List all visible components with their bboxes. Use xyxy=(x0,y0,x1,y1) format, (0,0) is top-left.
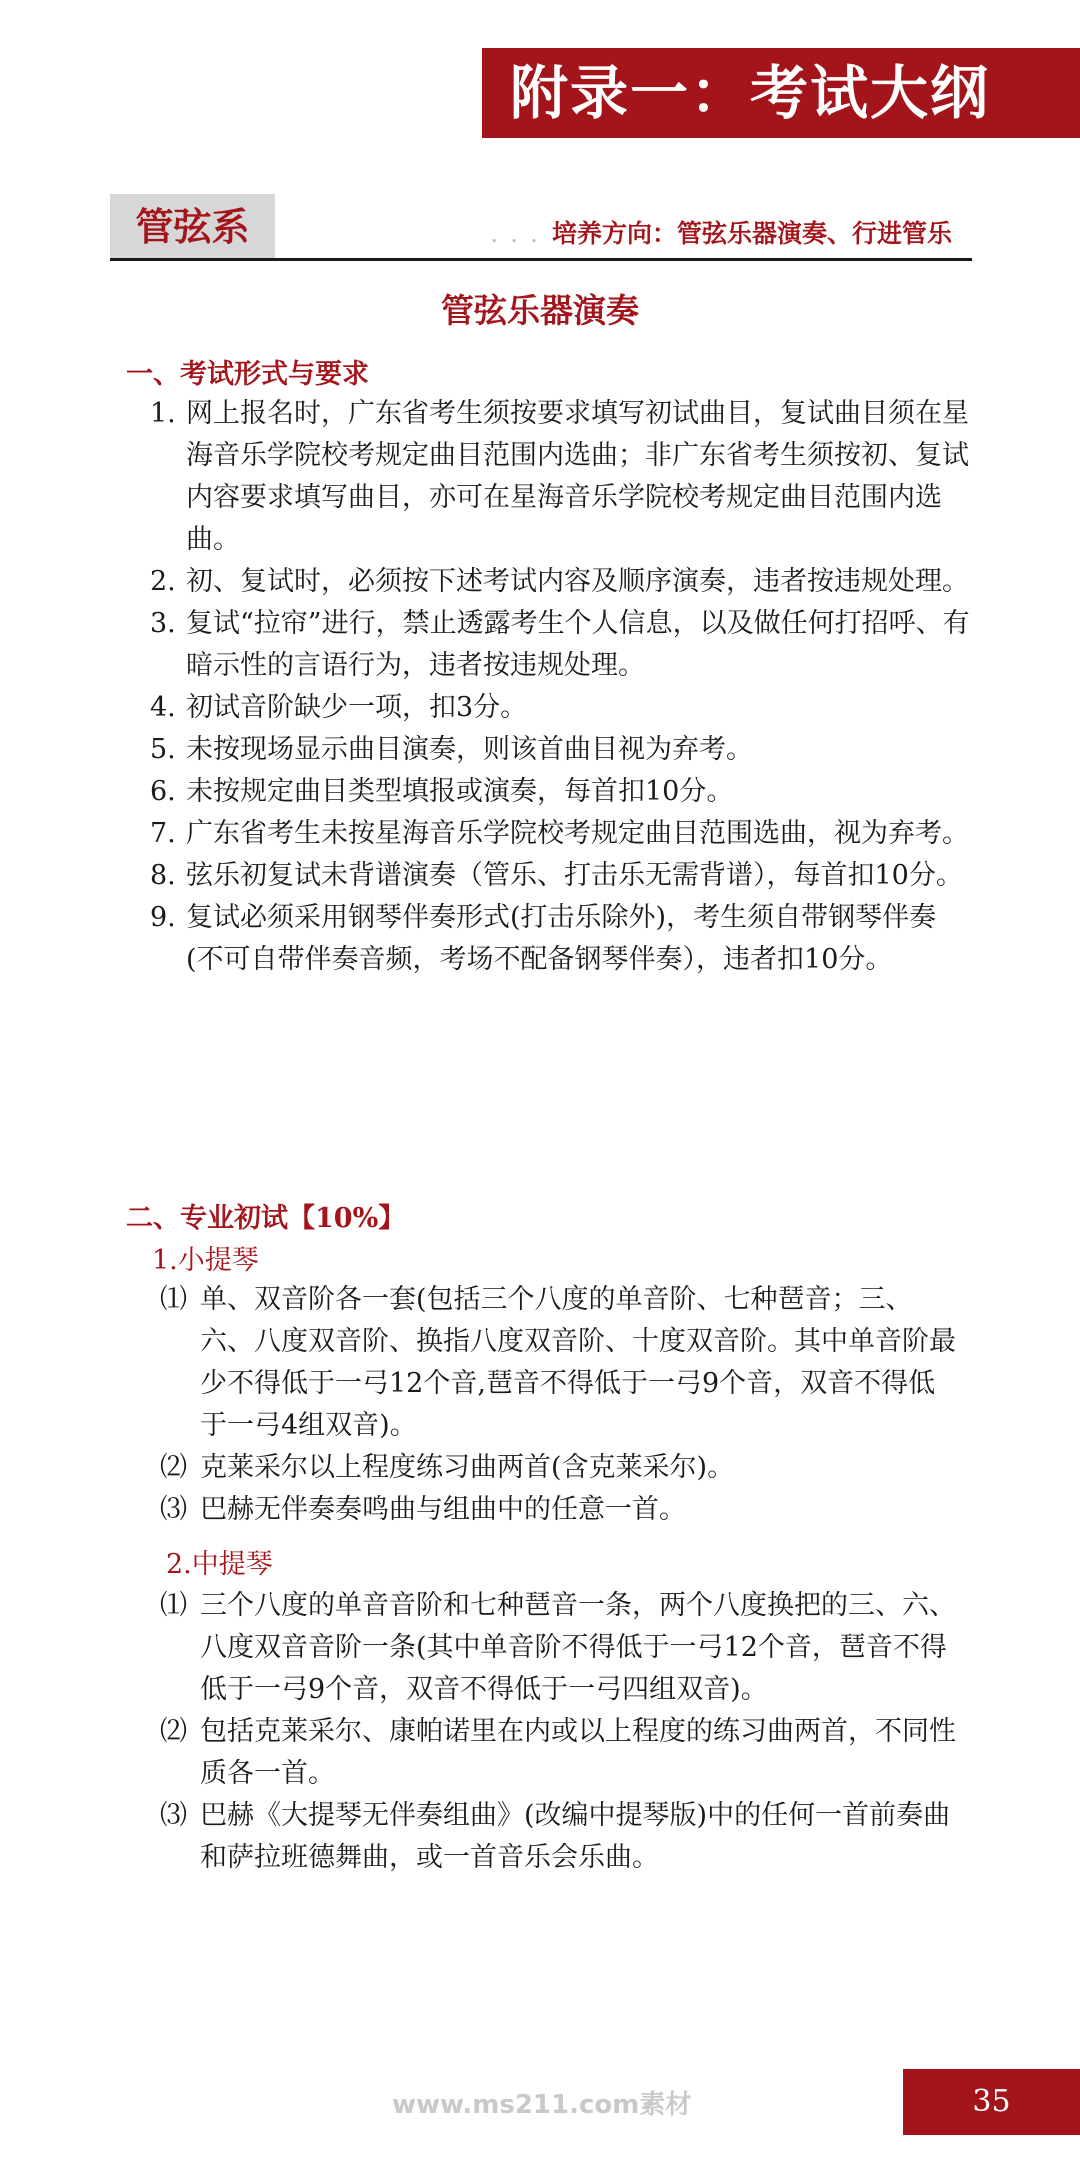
viola-heading: 2.中提琴 xyxy=(166,1549,273,1580)
list-item: 2. 初、复试时，必须按下述考试内容及顺序演奏，违者按违规处理。 xyxy=(150,566,969,597)
list-item: 6. 未按规定曲目类型填报或演奏，每首扣10分。 xyxy=(150,776,734,807)
training-direction xyxy=(490,214,952,250)
page-number: 35 xyxy=(903,2069,1080,2135)
list-item: ⑵ 克莱采尔以上程度练习曲两首(含克莱采尔)。 xyxy=(160,1452,735,1483)
list-item: 8. 弦乐初复试未背谱演奏（管乐、打击乐无需背谱），每首扣10分。 xyxy=(150,860,963,891)
list-item: ⑴ 单、双音阶各一套(包括三个八度的单音阶、七种琶音；三、六、八度双音阶、换指八度双音阶、十度双音阶。其中单音阶最少不得低于一弓12个音,琶音不得低于一弓9个音，双音不得低于一弓4组双音)。 xyxy=(160,1284,956,1441)
section-heading-preliminary: 二、专业初试【10%】 xyxy=(126,1203,406,1234)
watermark-text: www.ms211.com素材 xyxy=(392,2090,692,2120)
training-direction-text: 培养方向：管弦乐器演奏、行进管乐 xyxy=(551,219,952,248)
list-item: 3. 复试“拉帘”进行，禁止透露考生个人信息，以及做任何打招呼、有暗示性的言语行为，违者按违规处理。 xyxy=(150,608,970,681)
violin-heading: 1.小提琴 xyxy=(152,1245,259,1276)
list-item: ⑴ 三个八度的单音音阶和七种琶音一条，两个八度换把的三、六、八度双音音阶一条(其中单音阶不得低于一弓12个音，琶音不得低于一弓9个音，双音不得低于一弓四组双音)。 xyxy=(160,1590,956,1705)
viola-requirements-list xyxy=(160,1585,960,1879)
section-heading-exam-format: 一、考试形式与要求 xyxy=(126,359,369,390)
appendix-banner: 附录一：考试大纲 xyxy=(482,48,1080,138)
list-item: ⑵ 包括克莱采尔、康帕诺里在内或以上程度的练习曲两首，不同性质各一首。 xyxy=(160,1716,956,1789)
list-item: ⑶ 巴赫无伴奏奏鸣曲与组曲中的任意一首。 xyxy=(160,1494,686,1525)
violin-requirements-list xyxy=(160,1279,960,1531)
list-item: 9. 复试必须采用钢琴伴奏形式(打击乐除外)，考生须自带钢琴伴奏(不可自带伴奏音频，考场不配备钢琴伴奏），违者扣10分。 xyxy=(150,902,937,975)
list-item: 7. 广东省考生未按星海音乐学院校考规定曲目范围选曲，视为弃考。 xyxy=(150,818,969,849)
list-item: 1. 网上报名时，广东省考生须按要求填写初试曲目，复试曲目须在星海音乐学院校考规定曲目范围内选曲；非广东省考生须按初、复试内容要求填写曲目，亦可在星海音乐学院校考规定曲目范围内选曲。 xyxy=(150,398,969,555)
page-subtitle: 管弦乐器演奏 xyxy=(441,291,639,330)
leader-dots: . . . xyxy=(490,219,540,248)
list-item: 4. 初试音阶缺少一项，扣3分。 xyxy=(150,692,528,723)
list-item: 5. 未按现场显示曲目演奏，则该首曲目视为弃考。 xyxy=(150,734,753,765)
list-item: ⑶ 巴赫《大提琴无伴奏组曲》(改编中提琴版)中的任何一首前奏曲和萨拉班德舞曲，或一首音乐会乐曲。 xyxy=(160,1800,951,1873)
department-tab: 管弦系 xyxy=(110,194,275,260)
exam-rules-list xyxy=(150,393,970,981)
department-divider xyxy=(110,258,972,261)
